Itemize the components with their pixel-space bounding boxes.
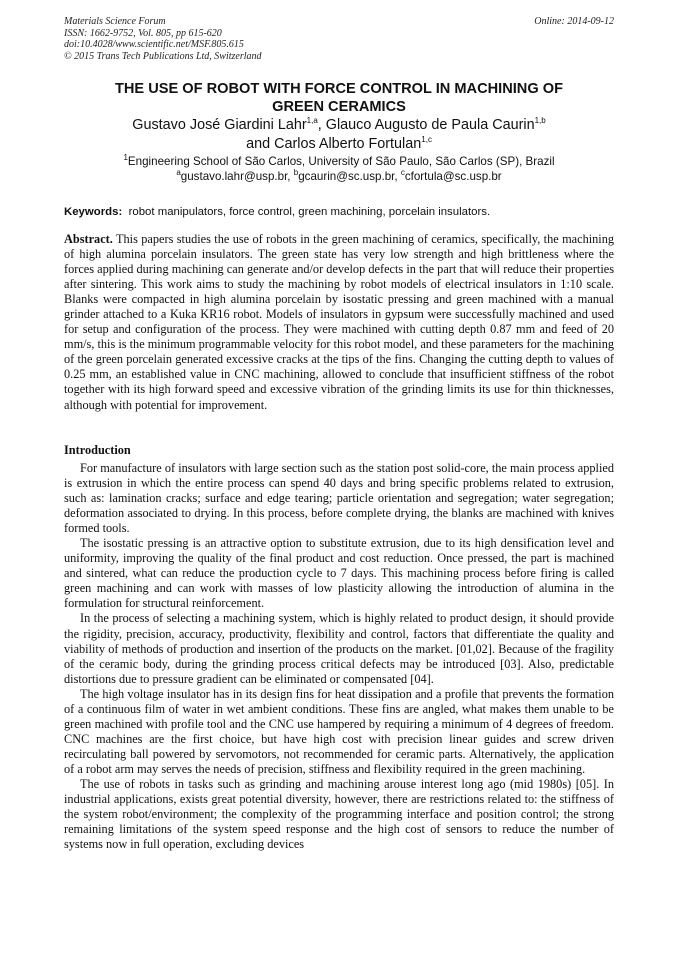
author-affil-marker: 1,b [534,116,546,126]
author-name: Gustavo José Giardini Lahr [132,117,307,133]
journal-issn: ISSN: 1662-9752, Vol. 805, pp 615-620 [64,27,222,39]
email-marker: c [400,168,405,178]
email-address: gcaurin@sc.usp.br, [298,170,401,183]
keywords [64,205,614,219]
author-affil-marker: 1,a [306,116,318,126]
author-list [64,116,614,154]
author-conjunction: and [246,136,275,152]
author-name: Glauco Augusto de Paula Caurin [325,117,535,133]
title-line-2: GREEN CERAMICS [272,99,406,115]
author-line-1 [64,116,614,135]
journal-doi: doi:10.4028/www.scientific.net/MSF.805.615 [64,39,244,50]
email-address: gustavo.lahr@usp.br, [180,170,294,183]
email-marker: b [293,168,299,178]
affiliation-block [64,154,614,184]
affiliation-text: Engineering School of São Carlos, University of São Paulo, São Carlos (SP), Brazil [127,155,555,168]
email-address: cfortula@sc.usp.br [404,170,502,183]
title-line-1: THE USE OF ROBOT WITH FORCE CONTROL IN MACHINING OF [114,81,564,97]
author-affil-marker: 1,c [421,135,432,145]
email-line [64,169,614,184]
paragraph: The isostatic pressing is an attractive option to substitute extrusion, due to its high densification level and uniformity, improving the quality of the final product and cost reduction. Once pressed, the part is machined and sintered, what can reduce the production cycle to 7 days. This machining process before firing is called green machining and can work with masses of low plasticity allowing the introduction of alumina in the formulation for structural reinforcement. [64,536,614,611]
section-heading-introduction: Introduction [64,443,131,457]
journal-copyright: © 2015 Trans Tech Publications Ltd, Switzerland [64,50,262,62]
journal-header [64,16,614,62]
introduction-body [64,461,614,852]
keywords-text: robot manipulators, force control, green machining, porcelain insulators. [128,206,491,218]
affiliation-marker: 1 [123,153,128,163]
author-name: Carlos Alberto Fortulan [274,136,422,152]
affiliation-line [64,154,614,169]
paragraph: For manufacture of insulators with large section such as the station post solid-core, the main process applied is extrusion in which the entire process can spend 40 days and bring specific problems related to extrusion, such as: lamination cracks; surface and edge tearing; particle orientation and segregation; water segregation; deformation associated to drying. In this process, before complete drying, the blanks are machined with knives formed tools. [64,461,614,536]
journal-info [64,16,262,62]
email-marker: a [176,168,181,178]
journal-name: Materials Science Forum [64,16,166,27]
abstract-label: Abstract. [64,232,113,246]
author-line-2 [64,135,614,154]
abstract-text: This papers studies the use of robots in the green machining of ceramics, specifically, the machining of high alumina porcelain insulators. The green state has very low strength and high brittleness where the forces applied during machining can generate and/or develop defects in the part that will reduce their properties after sintering. This work aims to study the machining by robot models of electrical insulators in 1:10 scale. Blanks were compacted in high alumina porcelain by isostatic pressing and green machined with a manual grinder attached to a Kuka KR16 robot. Models of insulators in gypsum were successfully machined and used for setup and configuration of the process. They were machined with cutting depth 0.87 mm and feed of 20 mm/s, this is the minimum programmable velocity for this robot model, and these parameters for the machining of the green porcelain generated excessive cracks at the tips of the fins. Changing the cutting depth to values of 0.25 mm, an established value in CNC machining, allowed to conclude that insufficient stiffness of the robot together with its high forward speed and excessive vibration of the grinding limits its use for thin thicknesses, although with potential for improvement. [64,232,614,412]
paragraph: The use of robots in tasks such as grinding and machining arouse interest long ago (mid 1980s) [05]. In industrial applications, exists great potential diversity, however, there are restrictions related to: the stiffness of the system robot/environment; the complexity of the programming interface and position control; the strong remaining limitations of the system speed response and the high cost of sensors to reduce the number of systems now in full operation, excluding devices [64,776,614,852]
keywords-label: Keywords: [64,206,123,218]
abstract [64,232,614,413]
online-date: Online: 2014-09-12 [534,16,614,27]
author-separator: , [317,117,326,133]
paragraph: In the process of selecting a machining system, which is highly related to product design, it should provide the rigidity, precision, accuracy, productivity, flexibility and control, factors that differentiate the quality and viability of methods of production and insertion of the products on the market. [01,02]. Because of the fragility of the ceramic body, during the grinding process critical defects may be introduced [03]. Also, predictable distortions due to pressure gradient can be eliminated or compensated [04]. [64,611,614,686]
paragraph: The high voltage insulator has in its design fins for heat dissipation and a profile that prevents the formation of a continuous film of water in wet ambient conditions. These fins are angled, what makes them unable to be green machined with profile tool and the CNC use hampered by requiring a minimum of 4 degrees of freedom. CNC machines are the first choice, but have high cost with precision linear guides and screw driven recirculating ball powered by servomotors, not recommended for ceramic parts. Alternatively, the application of a robot arm may serves the needs of precision, stiffness and flexibility required in the green machining. [64,686,614,776]
paper-title [64,80,614,116]
